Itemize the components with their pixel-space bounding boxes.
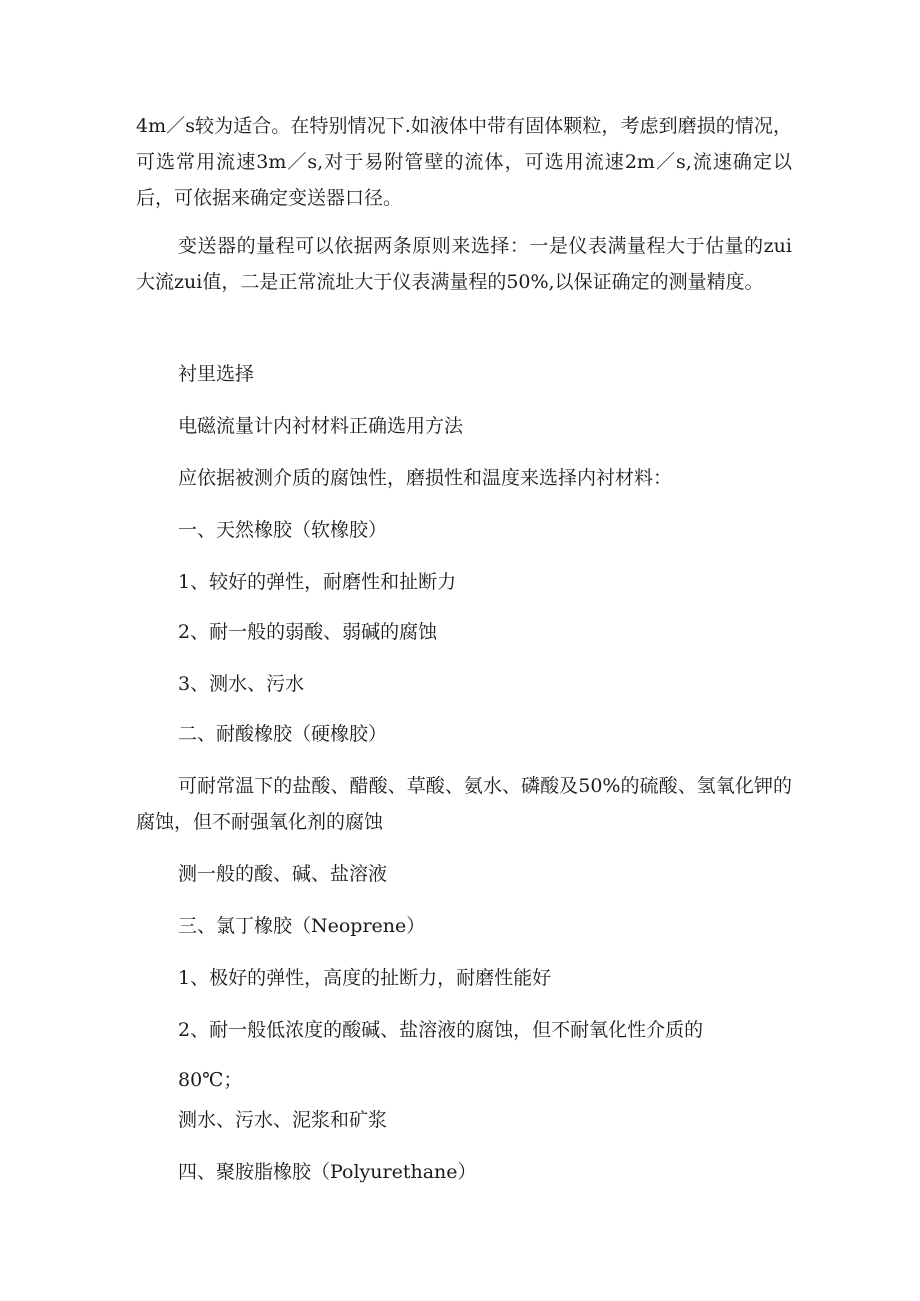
list-item: 2、耐一般的弱酸、弱碱的腐蚀: [178, 621, 438, 643]
list-item-continuation: 80℃；: [178, 1069, 243, 1091]
list-item: 测一般的酸、碱、盐溶液: [178, 863, 388, 885]
section-neoprene: 三、氯丁橡胶（Neoprene）: [178, 915, 426, 937]
paragraph-range-selection: 变送器的量程可以依据两条原则来选择：一是仪表满量程大于估量的zui大流zui值，二是正常流址大于仪表满量程的50%,以保证确定的测量精度。: [136, 235, 792, 293]
list-item: 2、耐一般低浓度的酸碱、盐溶液的腐蚀，但不耐氧化性介质的: [178, 1019, 704, 1041]
list-item: 3、测水、污水: [178, 673, 305, 695]
section-natural-rubber: 一、天然橡胶（软橡胶）: [178, 519, 388, 541]
section-polyurethane: 四、聚胺脂橡胶（Polyurethane）: [178, 1161, 477, 1183]
list-item: 1、较好的弹性，耐磨性和扯断力: [178, 571, 457, 593]
heading-lining-method: 电磁流量计内衬材料正确选用方法: [178, 415, 464, 437]
heading-lining-selection: 衬里选择: [178, 363, 255, 385]
paragraph-flow-velocity: 4m／s较为适合。在特别情况下.如液体中带有固体颗粒，考虑到磨损的情况，可选常用流速3m／s,对于易附管壁的流体，可选用流速2m／s,流速确定以后，可依据来确定变送器口径。: [136, 115, 792, 209]
list-item: 1、极好的弹性，高度的扯断力，耐磨性能好: [178, 967, 552, 989]
section-acid-resistant-rubber: 二、耐酸橡胶（硬橡胶）: [178, 723, 388, 745]
list-item: 测水、污水、泥浆和矿浆: [178, 1109, 388, 1131]
paragraph-acid-resistance: 可耐常温下的盐酸、醋酸、草酸、氨水、磷酸及50%的硫酸、氢氧化钾的腐蚀，但不耐强氧化剂的腐蚀: [136, 775, 792, 833]
paragraph-lining-criteria: 应依据被测介质的腐蚀性，磨损性和温度来选择内衬材料：: [178, 467, 673, 489]
